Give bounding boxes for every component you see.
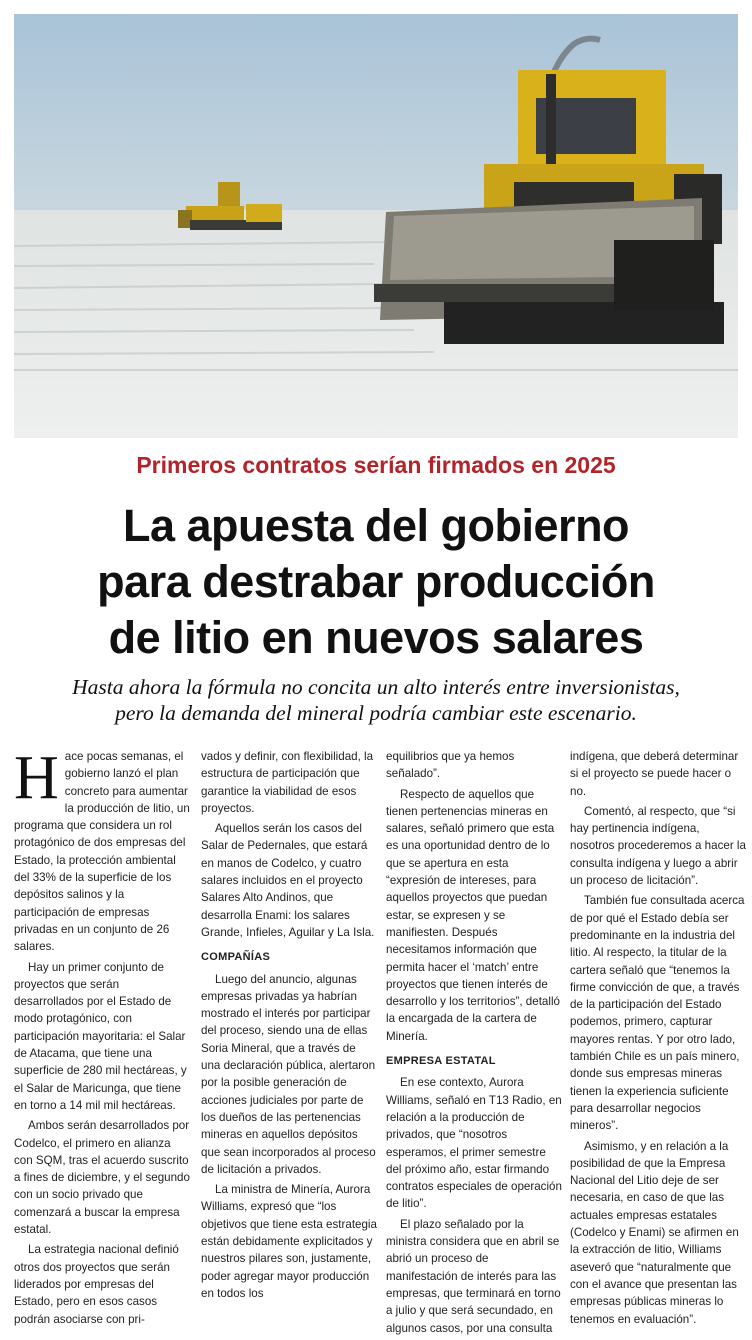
article-column-3 <box>386 748 563 1340</box>
drop-cap: H <box>14 744 59 812</box>
deck-line: Hasta ahora la fórmula no concita un alto interés entre inversionistas, <box>72 675 680 699</box>
article-kicker: Primeros contratos serían firmados en 2025 <box>136 452 616 478</box>
headline-line: para destrabar producción <box>97 556 655 607</box>
subheading: EMPRESA ESTATAL <box>386 1055 496 1068</box>
headline-line: de litio en nuevos salares <box>108 612 644 663</box>
headline-line: La apuesta del gobierno <box>122 500 630 551</box>
article-headline <box>10 498 742 666</box>
paragraph: Asimismo, y en relación a la posibilidad de que la Empresa Nacional del Litio deje de ser necesaria, en caso de que las actuales empresas estatales (Codelco y Enami) se afirmen en la extracción de litio, Williams aseveró que “naturalmente que con el avance que presentan las empresas públicas mineras lo tenemos en evaluación”. <box>570 1139 739 1326</box>
article-column-4 <box>570 748 747 1331</box>
paragraph: Luego del anuncio, algunas empresas privadas ya habrían mostrado el interés por participar del proceso, siendo una de ellas Soria Mineral, que a través de una declaración pública, alertaron por la posible generación de acciones judiciales por parte de los dueños de las pertenencias mineras en aquellos depósitos que sean incorporados al proceso de licitación a privados. <box>201 972 376 1176</box>
article-photo <box>14 14 738 438</box>
paragraph: vados y definir, con flexibilidad, la estructura de participación que garantice la viabilidad de esos proyectos. <box>201 750 374 815</box>
paragraph: El plazo señalado por la ministra considera que en abril se abrió un proceso de manifestación de interés para las empresas, que terminará en torno a julio y que será secundado, en algunos casos, por una consulta <box>386 1217 561 1335</box>
paragraph-text: ace pocas semanas, el gobierno lanzó el plan concreto para aumentar la producción de litio, un programa que considera un rol protagónico de dos empresas del Estado, la protección ambiental del 33% de la superficie de los depósitos salinos y la participación de empresas privadas en un conjunto de 26 salares. <box>14 750 190 954</box>
paragraph: La ministra de Minería, Aurora Williams, expresó que “los objetivos que tiene esta estrategia están debidamente explicitados y nuestros pilares son, justamente, poder agregar mayor producción en todos los <box>201 1183 377 1300</box>
paragraph <box>14 744 191 956</box>
paragraph: Respecto de aquellos que tienen pertenencias mineras en salares, señaló primero que esta es una oportunidad dentro de lo que se apertura en esta “expresión de intereses, para aquellos proyectos que puedan estar, se expresen y se manifiesten. Después necesitamos información que permita hacer el ‘match’ entre proyectos que tienen interés de desarrollo y los territorios”, detalló la encargada de la cartera de Minería. <box>386 787 560 1043</box>
paragraph: Hay un primer conjunto de proyectos que serán desarrollados por el Estado de modo protagónico, con participación mayoritaria: el Salar de Atacama, que tiene una superficie de 280 mil hectáreas, y el Salar de Maricunga, que tiene en torno a 14 mil mil hectáreas. <box>14 960 187 1112</box>
article-deck <box>14 674 738 726</box>
paragraph: Ambos serán desarrollados por Codelco, el primero en alianza con SQM, tras el acuerdo suscrito a fines de diciembre, y el segundo con un socio privado que comenzará a buscar la empresa estatal. <box>14 1119 190 1237</box>
article-column-2 <box>201 748 378 1305</box>
deck-line: pero la demanda del mineral podría cambiar este escenario. <box>115 701 637 725</box>
paragraph: Aquellos serán los casos del Salar de Pedernales, que estará en manos de Codelco, y cuatro salares incluidos en el proyecto Salares Alto Andinos, que desarrolla Enami: los salares Grande, Infieles, Aguilar y La Isla. <box>201 822 375 939</box>
paragraph: En ese contexto, Aurora Williams, señaló en T13 Radio, en relación a la producción de privados, que “nosotros esperamos, el primer semestre del próximo año, estar firmando contratos especiales de operación de litio”. <box>386 1076 562 1211</box>
paragraph: equilibrios que ya hemos señalado”. <box>386 750 515 781</box>
bulldozer-photo-icon <box>14 14 738 438</box>
subheading: COMPAÑÍAS <box>201 951 271 964</box>
paragraph: Comentó, al respecto, que “si hay pertinencia indígena, nosotros procederemos a hacer la consulta indígena y luego a abrir un proceso de licitación”. <box>570 804 746 888</box>
paragraph: La estrategia nacional definió otros dos proyectos que serán liderados por empresas del Estado, pero en esos casos podrán asociarse con pri- <box>14 1243 179 1326</box>
paragraph: indígena, que deberá determinar si el proyecto se puede hacer o no. <box>570 750 739 798</box>
paragraph: También fue consultada acerca de por qué el Estado debía ser predominante en la industria del litio. Al respecto, la titular de la cartera señaló que “tenemos la firme convicción de que, a través de la participación del Estado podemos, primero, capturar mayores rentas. Y por otro lado, también Chile es un país minero, donde sus empresas mineras tienen la experiencia suficiente para desarrollar negocios mineros”. <box>570 894 745 1133</box>
article-column-1 <box>14 744 191 1331</box>
